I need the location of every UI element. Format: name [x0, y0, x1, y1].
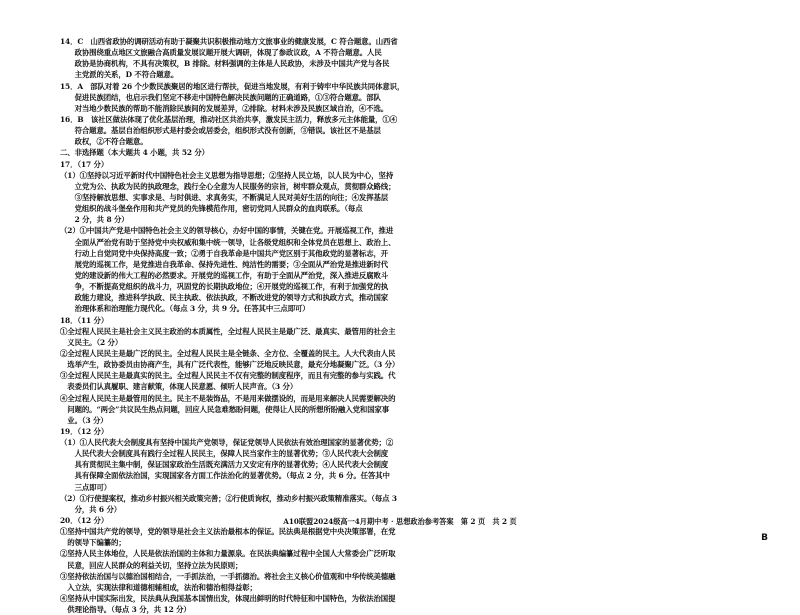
text-line: 义民主。（2 分） [60, 337, 123, 347]
text-line: （2）①行使提案权，推动乡村振兴相关政策完善；②行使质询权，推动乡村振兴政策精准落实。（每点 3 [60, 493, 397, 503]
text-line: 14．C 山西省政协的调研活动有助于凝聚共识积极推动地方文旅事业的健康发展，C 符合题意。山西省 [60, 37, 398, 46]
text-line: 治理体系和治理能力现代化。（每点 3 分，共 9 分。任答其中三点即可） [60, 304, 310, 314]
text-line: 17．（17 分） [60, 159, 109, 169]
text-line: 促进民族团结，也启示我们坚定不移走中国特色解决民族问题的正确道路，①③符合题意。部队 [60, 92, 381, 102]
page-footer: A10联盟2024级高一4月期中考 · 思想政治参考答案 第 2 页 共 2 页 [283, 517, 517, 526]
text-line: 具有保障全面依法治国，实现国家各方面工作法治化的显著优势。（每点 2 分，共 6 分。任答其中 [60, 471, 390, 481]
text-line: 立党为公、执政为民的执政理念，践行全心全意为人民服务的宗旨，树牢群众观点，贯彻群众路线； [60, 181, 396, 191]
text-line: 政协围绕重点地区文旅融合高质量发展议题开展大调研，体现了参政议政，A 不符合题意。人民 [60, 48, 382, 58]
text-line: ③坚持依法治国与以德治国相结合，一手抓法治，一手抓德治。将社会主义核心价值观和中华传统美德融 [60, 571, 396, 581]
text-line: 选举产生，政协委员由协商产生，具有广泛代表性，能够广泛地反映民意，最充分地凝聚广泛。（3 分） [60, 360, 400, 370]
text-line: 19．（12 分） [60, 426, 109, 436]
text-line: 18．（11 分） [60, 315, 109, 325]
text-line: （1）①坚持以习近平新时代中国特色社会主义思想为指导思想；②坚持人民立场，以人民为中心，坚持 [60, 170, 394, 180]
text-line: ③全过程人民民主是最真实的民主。全过程人民民主不仅有完整的制度程序，而且有完整的参与实践。代 [60, 371, 396, 381]
text-line: 15．A 部队对着 26 个少数民族聚居的地区进行帮扶，促进当地发展，有利于铸牢中华民族共同体意识， [60, 81, 405, 91]
text-line: 全面从严治党有助于坚持党中央权威和集中统一领导，让各级党组织和全体党员在思想上、政治上、 [60, 237, 396, 247]
text-line: ③坚持解放思想、实事求是、与时俱进、求真务实，不断满足人民对美好生活的向往；④发挥基层 [60, 192, 389, 202]
text-line: 展党的巡视工作，是党推进自我革命、保持先进性、纯洁性的需要；③全面从严治党是推进新时代 [60, 259, 389, 269]
text-line: 20．（12 分） [60, 516, 109, 526]
text-line: 供理论指导。（每点 3 分，共 12 分） [60, 605, 191, 615]
text-line: 具有贯彻民主集中制，保证国家政治生活既充满活力又安定有序的显著优势；④人民代表大会制度 [60, 460, 389, 470]
text-line: 的领导下编纂的； [60, 538, 126, 548]
text-line: 16．B 该社区做法体现了优化基层治理，推动社区共治共享，激发民主活力，释放多元主体能量，①④ [60, 114, 398, 124]
text-line: 问题的。“两会”共议民生热点问题，回应人民急难愁盼问题，使得让人民的所想所盼融入党和国家事 [60, 404, 390, 414]
text-line: 主党派的关系，D 不符合题意。 [60, 70, 179, 80]
text-line: 民意，回应人民群众的利益关切，坚持立法为民原则； [60, 560, 243, 570]
text-line: ①全过程人民民主是社会主义民主政治的本质属性，全过程人民民主是最广泛、最真实、最管用的社会主 [60, 326, 396, 336]
text-line: 分，共 6 分） [60, 504, 122, 514]
text-line: 政协是协商机构，不具有决策权，B 排除。材料强调的主体是人民政协，未涉及中国共产党与各民 [60, 59, 390, 69]
text-line: 对当地少数民族的帮助不能消除民族间的发展差异，②排除。材料未涉及民族区域自治，④不选。 [60, 103, 389, 113]
text-line: 争，不断提高党组织的战斗力，巩固党的长期执政地位；④开展党的巡视工作，有利于加强党的执 [60, 282, 389, 292]
text-line: 人民代表大会制度具有践行全过程人民民主，保障人民当家作主的显著优势；③人民代表大会制度 [60, 449, 389, 459]
text-line: （2）①中国共产党是中国特色社会主义的领导核心，办好中国的事情，关键在党。开展巡视工作，推进 [60, 226, 394, 236]
text-line: 政能力建设，推进科学执政、民主执政、依法执政，不断改进党的领导方式和执政方式，推动国家 [60, 293, 389, 303]
text-line: 业。（3 分） [60, 415, 108, 425]
text-line: 三点即可） [60, 482, 112, 492]
text-line: ②坚持人民主体地位，人民是依法治国的主体和力量源泉。在民法典编纂过程中全国人大常委会广泛听取 [60, 549, 396, 559]
text-line: 2 分，共 8 分） [60, 215, 129, 225]
text-line: 二、非选择题（本大题共 4 小题，共 52 分） [60, 148, 209, 158]
text-line: 政权，②不符合题意。 [60, 137, 148, 147]
text-line: 入立法，实现法律和道德相辅相成，法治和德治相得益彰； [60, 582, 257, 592]
text-line: ②全过程人民民主是最广泛的民主。全过程人民民主是全链条、全方位、全覆盖的民主。人大代表由人民 [60, 348, 396, 358]
answer-key-body [60, 36, 760, 615]
text-line: ④全过程人民民主是最管用的民主。民主不是装饰品，不是用来做摆设的，而是用来解决人民需要解决的 [60, 393, 396, 403]
text-line: 符合题意。基层自治组织形式是村委会或居委会，组织形式没有创新，③错误。该社区不是基层 [60, 126, 381, 136]
text-line: 表委员们认真履职、建言献策，体现人民意愿、倾听人民声音。（3 分） [60, 382, 298, 392]
text-line: 党组织的战斗堡垒作用和共产党员的先锋模范作用，密切党同人民群众的血肉联系。（每点 [60, 204, 363, 214]
text-line: 党的建设新的伟大工程的必然要求。开展党的巡视工作，有助于全面从严治党，深入推进反腐败斗 [60, 270, 389, 280]
text-line: ①坚持中国共产党的领导，党的领导是社会主义法治最根本的保证。民法典是根据党中央决策部署，在党 [60, 527, 396, 537]
text-line: （1）①人民代表大会制度具有坚持中国共产党领导，保证党领导人民依法有效治理国家的显著优势；② [60, 438, 394, 448]
version-mark: B [761, 533, 768, 543]
text-line: ④坚持从中国实际出发，民法典从我国基本国情出发，体现出鲜明的时代特征和中国特色，为依法治国提 [60, 594, 396, 604]
text-line: 行动上自觉同党中央保持高度一致；②勇于自我革命是中国共产党区别于其他政党的显著标志，开 [60, 248, 389, 258]
